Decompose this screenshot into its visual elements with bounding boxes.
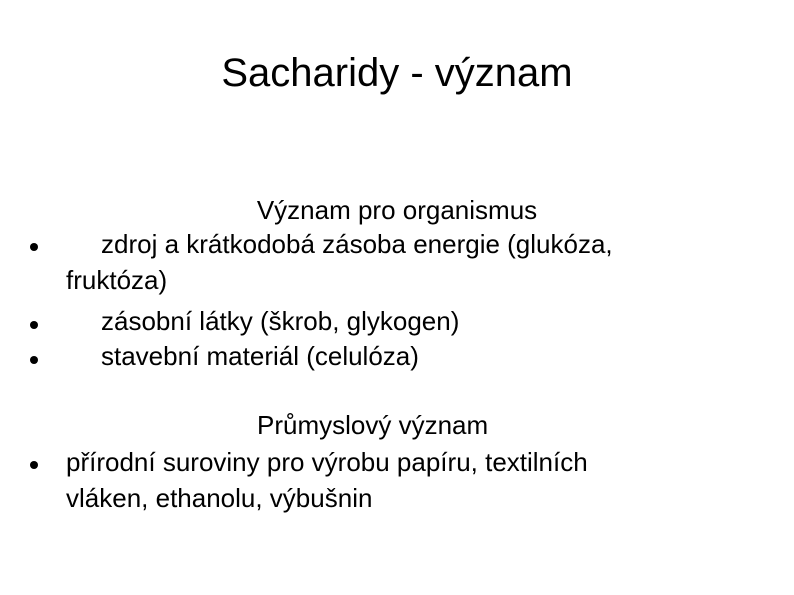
list-item-raw-materials: přírodní suroviny pro výrobu papíru, textilních — [66, 447, 588, 477]
list-item-storage: zásobní látky (škrob, glykogen) — [101, 306, 460, 336]
list-item-energy-continued: fruktóza) — [66, 265, 168, 295]
list-item-structural: stavební materiál (celulóza) — [101, 341, 419, 371]
bullet-icon — [30, 461, 38, 469]
section-heading-organism: Význam pro organismus — [256, 195, 538, 225]
bullet-icon — [30, 321, 38, 329]
list-item-energy: zdroj a krátkodobá zásoba energie (glukóza, — [101, 229, 613, 259]
bullet-icon — [30, 356, 38, 364]
list-item-raw-materials-continued: vláken, ethanolu, výbušnin — [66, 483, 373, 513]
slide-title: Sacharidy - význam — [221, 51, 573, 95]
section-heading-industrial: Průmyslový význam — [257, 410, 489, 440]
bullet-icon — [30, 243, 38, 251]
